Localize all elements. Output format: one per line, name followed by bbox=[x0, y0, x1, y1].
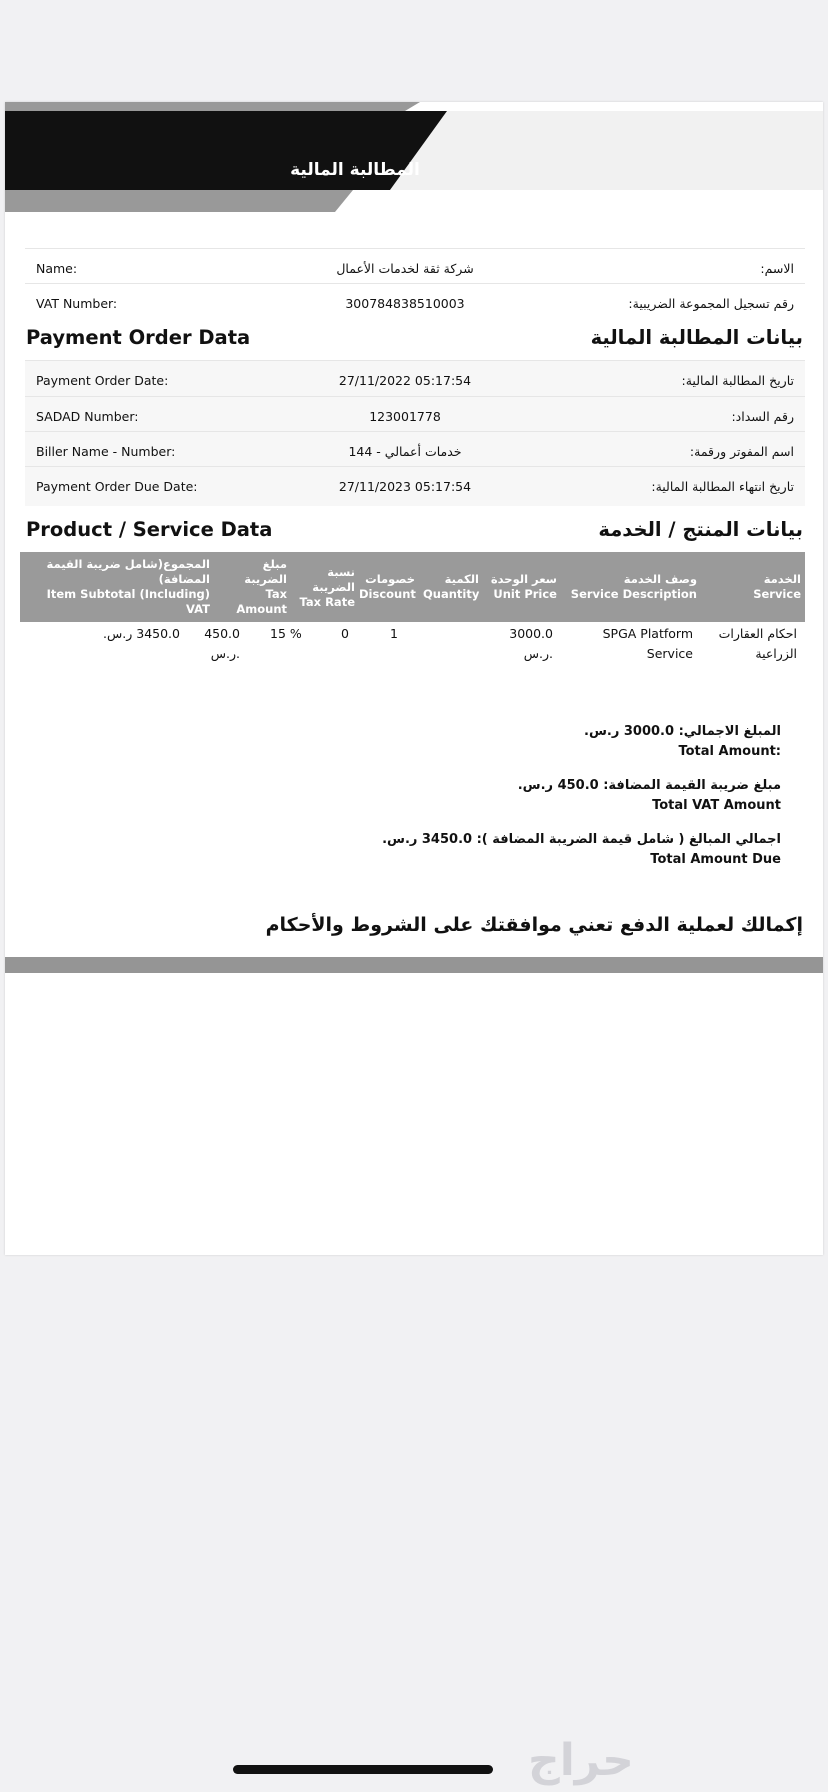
total-amount-value: 3000.0 ر.س. bbox=[584, 724, 675, 739]
payment-section-title-en: Payment Order Data bbox=[26, 326, 251, 349]
total-vat-label-en: Total VAT Amount bbox=[652, 798, 781, 813]
page-title: المطالبة المالية bbox=[290, 160, 420, 180]
th-subtotal: المجموع(شامل ضريبة القيمة المضافة) Item Subtotal (Including) VAT bbox=[46, 557, 210, 616]
terms-notice: إكمالك لعملية الدفع تعني موافقتك على الشروط والأحكام bbox=[265, 914, 803, 936]
th-discount: خصومات Discount bbox=[359, 572, 416, 601]
sadad-number-row bbox=[25, 396, 805, 436]
vat-label-ar: رقم تسجيل المجموعة الضريبية: bbox=[628, 296, 794, 311]
total-amount-label-ar: المبلغ الاجمالي: bbox=[678, 724, 781, 739]
total-due-value: 3450.0 ر.س. bbox=[382, 832, 473, 847]
payment-date-row bbox=[25, 360, 805, 400]
vat-label-en: VAT Number: bbox=[36, 296, 118, 311]
watermark-logo: حراج bbox=[528, 1735, 634, 1786]
total-due-label-ar: اجمالي المبالغ ( شامل قيمة الضريبة المضافة ): bbox=[476, 832, 781, 847]
vat-number-row bbox=[25, 283, 805, 323]
td-tax-rate: 15 % bbox=[270, 626, 302, 641]
th-quantity: الكمية Quantity bbox=[423, 572, 480, 601]
td-unit-price: 3000.0 ر.س. bbox=[509, 626, 553, 661]
total-due-label-en: Total Amount Due bbox=[650, 852, 781, 867]
sadad-label-en: SADAD Number: bbox=[36, 409, 139, 424]
payment-section-title-ar: بيانات المطالبة المالية bbox=[590, 326, 803, 349]
total-amount-label-en: Total Amount: bbox=[678, 744, 781, 759]
vat-value: 300784838510003 bbox=[345, 296, 465, 311]
name-value: شركة ثقة لخدمات الأعمال bbox=[336, 261, 474, 276]
td-description: SPGA Platform Service bbox=[602, 626, 693, 661]
biller-value: خدمات أعمالي - 144 bbox=[348, 444, 462, 459]
payment-date-label-en: Payment Order Date: bbox=[36, 373, 169, 388]
footer-divider bbox=[5, 957, 823, 973]
product-table-header bbox=[20, 552, 805, 622]
th-service: الخدمة Service bbox=[753, 572, 801, 601]
td-subtotal: 3450.0 ر.س. bbox=[103, 626, 180, 641]
sadad-label-ar: رقم السداد: bbox=[731, 409, 794, 424]
th-unit-price: سعر الوحدة Unit Price bbox=[490, 572, 557, 601]
total-vat-value: 450.0 ر.س. bbox=[517, 778, 599, 793]
name-label-en: Name: bbox=[36, 261, 78, 276]
name-row bbox=[25, 248, 805, 288]
total-due bbox=[382, 830, 781, 870]
invoice-header bbox=[5, 102, 823, 242]
biller-label-en: Biller Name - Number: bbox=[36, 444, 176, 459]
sadad-value: 123001778 bbox=[369, 409, 441, 424]
due-date-row bbox=[25, 466, 805, 506]
total-vat bbox=[518, 776, 781, 816]
biller-label-ar: اسم المفوتر ورقمة: bbox=[689, 444, 794, 459]
due-date-label-en: Payment Order Due Date: bbox=[36, 479, 198, 494]
home-indicator[interactable] bbox=[233, 1765, 493, 1774]
name-label-ar: الاسم: bbox=[760, 261, 794, 276]
payment-date-value: 27/11/2022 05:17:54 bbox=[338, 373, 472, 388]
td-tax-amount: 450.0 ر.س. bbox=[204, 626, 240, 661]
td-service: احكام العقارات الزراعية bbox=[718, 626, 797, 661]
th-tax-amount: مبلغ الضريبة Tax Amount bbox=[236, 557, 287, 616]
payment-date-label-ar: تاريخ المطالبة المالية: bbox=[681, 373, 794, 388]
total-vat-label-ar: مبلغ ضريبة القيمة المضافة: bbox=[603, 778, 781, 793]
due-date-label-ar: تاريخ انتهاء المطالبة المالية: bbox=[651, 479, 794, 494]
product-section-title-ar: بيانات المنتج / الخدمة bbox=[598, 518, 803, 541]
th-description: وصف الخدمة Service Description bbox=[570, 572, 697, 601]
biller-row bbox=[25, 431, 805, 471]
td-discount: 0 bbox=[341, 626, 349, 641]
th-tax-rate: نسبة الضريبة Tax Rate bbox=[299, 564, 355, 609]
invoice-document bbox=[5, 102, 823, 1255]
due-date-value: 27/11/2023 05:17:54 bbox=[338, 479, 472, 494]
product-section-title-en: Product / Service Data bbox=[26, 518, 273, 541]
td-quantity: 1 bbox=[390, 626, 398, 641]
total-amount bbox=[584, 722, 781, 762]
